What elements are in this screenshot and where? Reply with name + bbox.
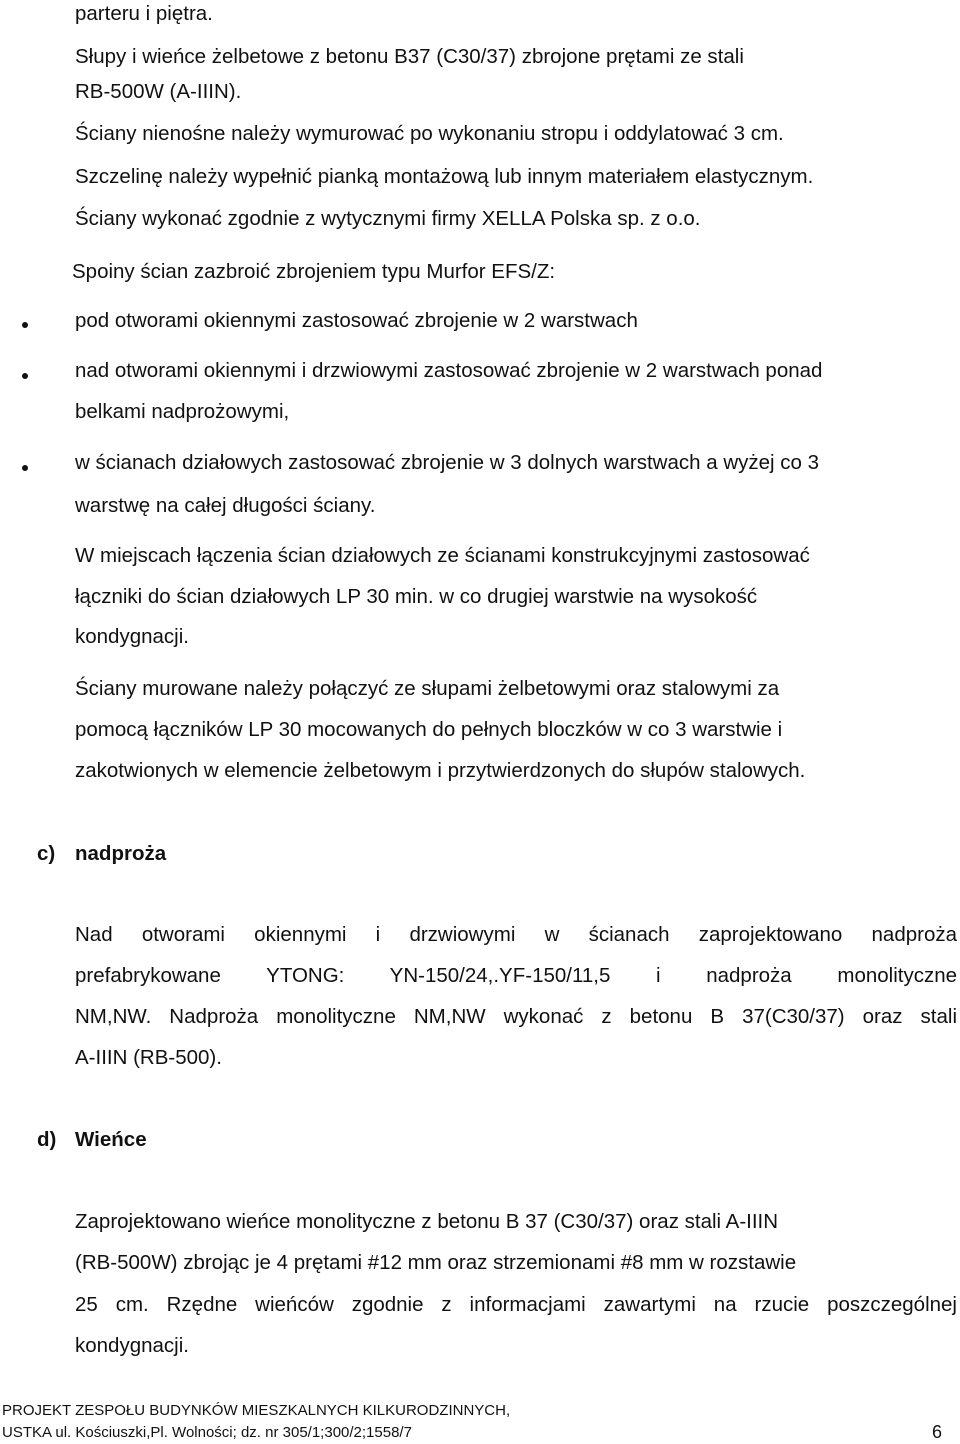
text-line: Ściany murowane należy połączyć ze słupami żelbetowymi oraz stalowymi za (75, 677, 780, 700)
text-line: łączniki do ścian działowych LP 30 min. w co drugiej warstwie na wysokość (75, 585, 758, 608)
section-title: Wieńce (75, 1128, 147, 1151)
text-line: kondygnacji. (75, 625, 189, 648)
list-item-continuation: belkami nadprożowymi, (75, 400, 290, 423)
text-line: kondygnacji. (75, 1334, 189, 1357)
list-item: w ścianach działowych zastosować zbrojenie w 3 dolnych warstwach a wyżej co 3 (75, 451, 820, 474)
list-item: nad otworami okiennymi i drzwiowymi zastosować zbrojenie w 2 warstwach ponad (75, 359, 823, 382)
list-item: pod otworami okiennymi zastosować zbrojenie w 2 warstwach (75, 309, 638, 332)
text-line: Ściany nienośne należy wymurować po wykonaniu stropu i oddylatować 3 cm. (75, 122, 784, 145)
text-line: parteru i piętra. (75, 2, 213, 25)
text-line: RB-500W (A-IIIN). (75, 80, 242, 103)
spoiny-intro: Spoiny ścian zazbroić zbrojeniem typu Murfor EFS/Z: (72, 260, 556, 283)
text-line: Szczelinę należy wypełnić pianką montażową lub innym materiałem elastycznym. (75, 165, 814, 188)
text-line: (RB-500W) zbrojąc je 4 prętami #12 mm oraz strzemionami #8 mm w rozstawie (75, 1251, 797, 1274)
text-line: prefabrykowane YTONG: YN-150/24,.YF-150/11,5 i nadproża monolityczne (75, 964, 957, 987)
text-line: pomocą łączników LP 30 mocowanych do pełnych bloczków w co 3 warstwie i (75, 718, 783, 741)
footer-line: USTKA ul. Kościuszki,Pl. Wolności; dz. nr 305/1;300/2;1558/7 (2, 1424, 412, 1441)
text-line: W miejscach łączenia ścian działowych ze ścianami konstrukcyjnymi zastosować (75, 544, 810, 567)
text-line: A-IIIN (RB-500). (75, 1046, 222, 1069)
list-item-continuation: warstwę na całej długości ściany. (75, 494, 376, 517)
text-line: Ściany wykonać zgodnie z wytycznymi firmy XELLA Polska sp. z o.o. (75, 207, 701, 230)
text-line: 25 cm. Rzędne wieńców zgodnie z informacjami zawartymi na rzucie poszczególnej (75, 1293, 957, 1316)
text-line: Nad otworami okiennymi i drzwiowymi w ścianach zaprojektowano nadproża (75, 923, 957, 946)
section-letter: c) (37, 842, 56, 865)
footer-line: PROJEKT ZESPOŁU BUDYNKÓW MIESZKALNYCH KILKURODZINNYCH, (2, 1402, 511, 1419)
page-number: 6 (931, 1422, 942, 1442)
text-line: zakotwionych w elemencie żelbetowym i przytwierdzonych do słupów stalowych. (75, 759, 806, 782)
bullet-icon (22, 465, 28, 471)
section-letter: d) (37, 1128, 57, 1151)
text-line: Zaprojektowano wieńce monolityczne z betonu B 37 (C30/37) oraz stali A-IIIN (75, 1210, 779, 1233)
text-line: Słupy i wieńce żelbetowe z betonu B37 (C30/37) zbrojone prętami ze stali (75, 45, 744, 68)
section-heading-d (37, 1128, 147, 1152)
bullet-icon (22, 373, 28, 379)
text-line: NM,NW. Nadproża monolityczne NM,NW wykonać z betonu B 37(C30/37) oraz stali (75, 1005, 957, 1028)
section-heading-c (37, 842, 166, 866)
bullet-icon (22, 322, 28, 328)
section-title: nadproża (75, 842, 167, 865)
